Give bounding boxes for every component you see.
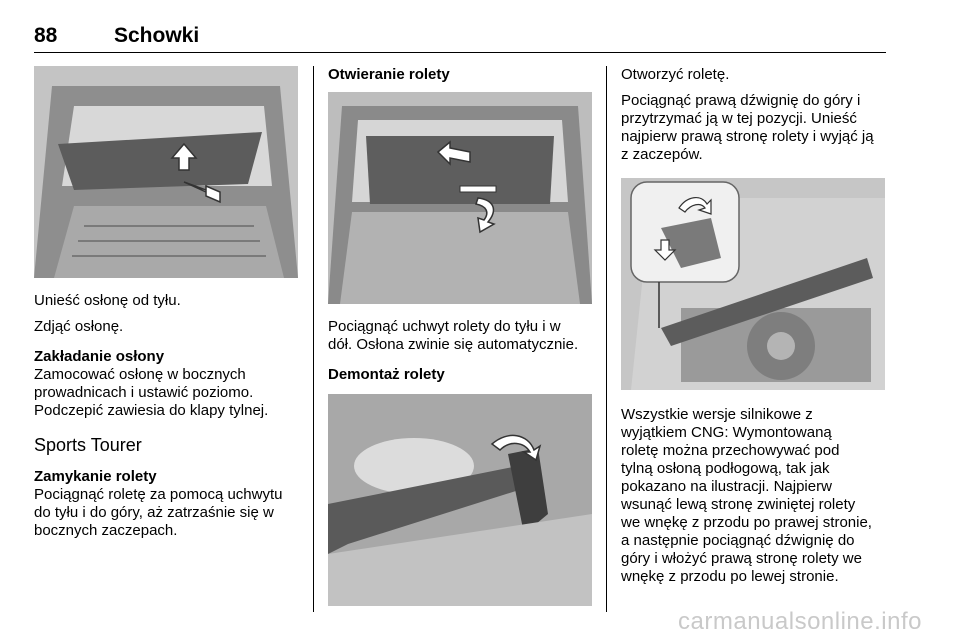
column-3 bbox=[621, 66, 887, 586]
column-divider-2 bbox=[606, 66, 607, 612]
text-storage-line-10: wnękę z przodu po lewej stronie. bbox=[621, 568, 839, 585]
text-install-line-2: prowadnicach i ustawić poziomo. bbox=[34, 384, 254, 401]
text-storage-line-4: tylną osłoną podłogową, tak jak bbox=[621, 460, 830, 477]
illustration-storage-underfloor bbox=[621, 178, 885, 390]
text-storage-line-8: a następnie pociągnąć dźwignię do bbox=[621, 532, 855, 549]
text-lever-line-4: z zaczepów. bbox=[621, 146, 703, 163]
text-open-line-2: dół. Osłona zwinie się automatycznie. bbox=[328, 336, 579, 353]
text-lever-line-2: przytrzymać ją w tej pozycji. Unieść bbox=[621, 110, 857, 127]
section-title: Schowki bbox=[114, 24, 200, 47]
subheading-remove-blind: Demontaż rolety bbox=[328, 366, 445, 383]
subheading-install-cover: Zakładanie osłony bbox=[34, 348, 165, 365]
text-remove-cover: Zdjąć osłonę. bbox=[34, 318, 124, 335]
text-open-line-1: Pociągnąć uchwyt rolety do tyłu i w bbox=[328, 318, 561, 335]
text-install-line-1: Zamocować osłonę w bocznych bbox=[34, 366, 246, 383]
subheading-close-blind: Zamykanie rolety bbox=[34, 468, 157, 485]
text-storage-line-2: wyjątkiem CNG: Wymontowaną bbox=[621, 424, 832, 441]
text-storage-line-3: roletę można przechowywać pod bbox=[621, 442, 840, 459]
subheading-open-blind: Otwieranie rolety bbox=[328, 66, 450, 83]
page-number: 88 bbox=[34, 24, 58, 47]
text-lift-cover: Unieść osłonę od tyłu. bbox=[34, 292, 181, 309]
text-lever-line-1: Pociągnąć prawą dźwignię do góry i bbox=[621, 92, 861, 109]
text-storage-line-9: góry i włożyć prawą stronę rolety we bbox=[621, 550, 862, 567]
text-install-line-3: Podczepić zawiesia do klapy tylnej. bbox=[34, 402, 269, 419]
text-close-line-2: do tyłu i do góry, aż zatrzaśnie się w bbox=[34, 504, 274, 521]
watermark: carmanualsonline.info bbox=[678, 608, 922, 635]
column-divider-1 bbox=[313, 66, 314, 612]
illustration-trunk-cover bbox=[34, 66, 298, 278]
illustration-open-blind bbox=[328, 92, 592, 304]
text-close-line-1: Pociągnąć roletę za pomocą uchwytu bbox=[34, 486, 283, 503]
text-storage-line-5: pokazano na ilustracji. Najpierw bbox=[621, 478, 832, 495]
text-storage-line-1: Wszystkie wersje silnikowe z bbox=[621, 406, 813, 423]
text-lever-line-3: najpierw prawą stronę rolety i wyjąć ją bbox=[621, 128, 874, 145]
column-2 bbox=[328, 66, 592, 606]
column-1 bbox=[34, 66, 300, 540]
text-open-blind: Otworzyć roletę. bbox=[621, 66, 730, 83]
heading-sports-tourer: Sports Tourer bbox=[34, 435, 142, 455]
text-storage-line-7: we wnękę z przodu po prawej stronie, bbox=[621, 514, 872, 531]
text-storage-line-6: wsunąć lewą stronę zwiniętej rolety bbox=[621, 496, 856, 513]
page-header bbox=[34, 24, 886, 53]
text-close-line-3: bocznych zaczepach. bbox=[34, 522, 178, 539]
illustration-remove-blind bbox=[328, 394, 592, 606]
